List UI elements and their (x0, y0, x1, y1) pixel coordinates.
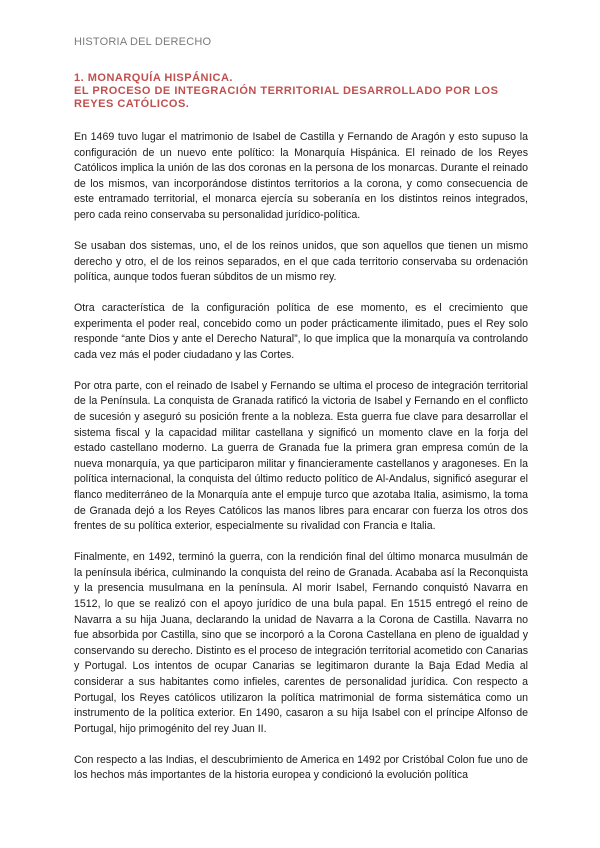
paragraph-5: Finalmente, en 1492, terminó la guerra, con la rendición final del último monarca musulmán de la península ibérica, culminando la conquista del reino de Granada. Acababa así la Reconquista y la presencia musulmana en la península. Al morir Isabel, Fernando conquistó Navarra en 1512, lo que se realizó con el apoyo jurídico de una bula papal. En 1515 entregó el reino de Navarra a su hija Juana, declarando la unidad de Navarra a la Corona de Castilla. Navarra no fue absorbida por Castilla, sino que se incorporó a la Corona Castellana en pleno de igualdad y conservando su derecho. Distinto es el proceso de integración territorial acometido con Canarias y Portugal. Los intentos de ocupar Canarias se legitimaron durante la Baja Edad Media al considerar a sus habitantes como infieles, carentes de personalidad jurídica. Con respecto a Portugal, los Reyes católicos utilizaron la política matrimonial de forma sistemática como un instrumento de la política exterior. En 1490, casaron a su hija Isabel con el príncipe Alfonso de Portugal, hijo primogénito del rey Juan II. (74, 551, 529, 735)
section-title-subtitle: EL PROCESO DE INTEGRACIÓN TERRITORIAL DESARROLLADO POR LOS REYES CATÓLICOS. (74, 85, 499, 110)
paragraph-1: En 1469 tuvo lugar el matrimonio de Isabel de Castilla y Fernando de Aragón y esto supuso la configuración de un nuevo ente político: la Monarquía Hispánica. El reinado de los Reyes Católicos implica la unión de las dos coronas en la persona de los monarcas. Durante el reinado de los mismos, van incorporándose distintos territorios a la corona, y como consecuencia de este entramado territorial, el monarca ejercía su soberanía en los distintos reinos integrados, pero cada reino conservaba su personalidad jurídico-política. (74, 131, 528, 221)
paragraph-6: Con respecto a las Indias, el descubrimiento de America en 1492 por Cristóbal Colon fue uno de los hechos más importantes de la historia europea y condicionó la evolución política (74, 753, 528, 782)
section-title-number: 1. MONARQUÍA HISPÁNICA. (74, 72, 233, 84)
paragraph-3: Otra característica de la configuración política de ese momento, es el crecimiento que experimenta el poder real, concebido como un poder prácticamente ilimitado, pues el Rey solo responde “ante Dios y ante el Derecho Natural”, lo que implica que la monarquía va controlando cada vez más el poder ciudadano y las Cortes. (74, 302, 528, 361)
running-header: HISTORIA DEL DERECHO (74, 36, 212, 48)
section-heading (74, 72, 534, 111)
document-body (74, 130, 528, 799)
paragraph-4: Por otra parte, con el reinado de Isabel y Fernando se ultima el proceso de integración territorial de la Península. La conquista de Granada ratificó la victoria de Isabel y Fernando en el conflicto de sucesión y aseguró su posición frente a la nobleza. Esta guerra fue clave para desarrollar el sistema fiscal y la capacidad militar castellana y significó un momento clave en la forja del estado castellano moderno. La guerra de Granada fue la primera gran empresa común de la nueva monarquía, ya que participaron militar y financieramente castellanos y aragoneses. En la política internacional, la conquista del último reducto político de Al-Andalus, significó asegurar el flanco mediterráneo de la Monarquía ante el empuje turco que azotaba Italia, asimismo, la toma de Granada dejó a los Reyes Católicos las manos libres para encarar con fuerza los otros dos frentes de su política exterior, especialmente su rivalidad con Francia e Italia. (74, 379, 528, 533)
paragraph-2: Se usaban dos sistemas, uno, el de los reinos unidos, que son aquellos que tienen un mismo derecho y otro, el de los reinos separados, en el que cada territorio conservaba su ordenación política, aunque todos fueran súbditos de un mismo rey. (74, 239, 528, 284)
